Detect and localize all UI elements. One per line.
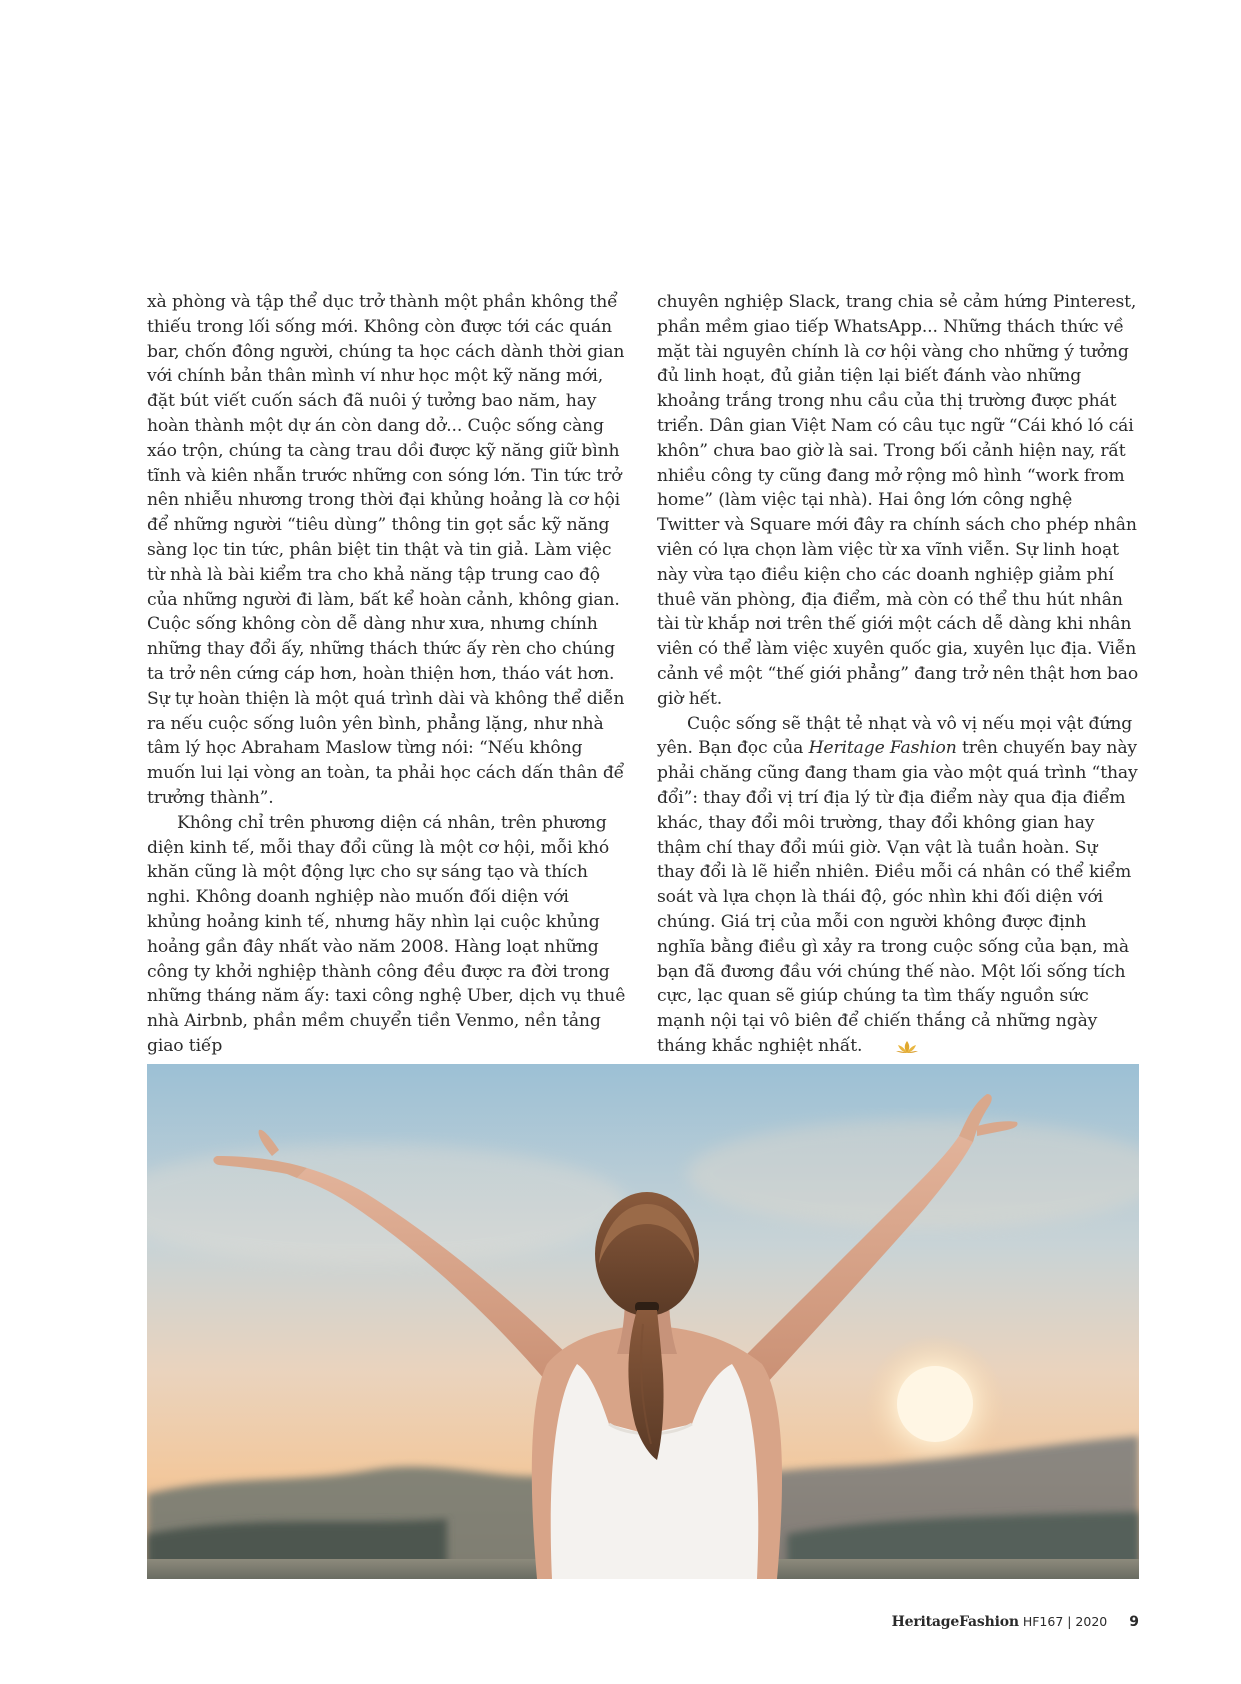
article-column-left: [147, 290, 627, 1059]
lotus-icon: [866, 1037, 918, 1062]
magazine-name: Heritage Fashion: [808, 738, 957, 759]
page-footer: [892, 1614, 1139, 1630]
article-paragraph: chuyên nghiệp Slack, trang chia sẻ cảm hứng Pinterest, phần mềm giao tiếp WhatsApp... Những thách thức về mặt tài nguyên chính là cơ hội vàng cho những ý tưởng đủ linh hoạt, đủ giản tiện lại biết đánh vào những khoảng trắng trong nhu cầu của thị trường được phát triển. Dân gian Việt Nam có câu tục ngữ “Cái khó ló cái khôn” chưa bao giờ là sai. Trong bối cảnh hiện nay, rất nhiều công ty cũng đang mở rộng mô hình “work from home” (làm việc tại nhà). Hai ông lớn công nghệ Twitter và Square mới đây ra chính sách cho phép nhân viên có lựa chọn làm việc từ xa vĩnh viễn. Sự linh hoạt này vừa tạo điều kiện cho các doanh nghiệp giảm phí thuê văn phòng, địa điểm, mà còn có thể thu hút nhân tài từ khắp nơi trên thế giới một cách dễ dàng khi nhân viên có thể làm việc xuyên quốc gia, xuyên lục địa. Viễn cảnh về một “thế giới phẳng” đang trở nên thật hơn bao giờ hết.: [657, 292, 1139, 709]
magazine-brand: HeritageFashion: [891, 1614, 1019, 1630]
paragraph-text: trên chuyến bay này phải chăng cũng đang tham gia vào một quá trình “thay đổi”: thay đổi vị trí địa lý từ địa điểm này qua địa điểm khác, thay đổi môi trường, thay đổi không gian hay thậm chí thay đổi múi giờ. Vạn vật là tuần hoàn. Sự thay đổi là lẽ hiển nhiên. Điều mỗi cá nhân có thể kiểm soát và lựa chọn là thái độ, góc nhìn khi đối diện với chúng. Giá trị của mỗi con người không được định nghĩa bằng điều gì xảy ra trong cuộc sống của bạn, mà bạn đã đương đầu với chúng thế nào. Một lối sống tích cực, lạc quan sẽ giúp chúng ta tìm thấy nguồn sức mạnh nội tại vô biên để chiến thắng cả những ngày tháng khắc nghiệt nhất.: [657, 738, 1138, 1056]
article-paragraph: Không chỉ trên phương diện cá nhân, trên phương diện kinh tế, mỗi thay đổi cũng là một cơ hội, mỗi khó khăn cũng là một động lực cho sự sáng tạo và thích nghi. Không doanh nghiệp nào muốn đối diện với khủng hoảng kinh tế, nhưng hãy nhìn lại cuộc khủng hoảng gần đây nhất vào năm 2008. Hàng loạt những công ty khởi nghiệp thành công đều được ra đời trong những tháng năm ấy: taxi công nghệ Uber, dịch vụ thuê nhà Airbnb, phần mềm chuyển tiền Venmo, nền tảng giao tiếp: [147, 812, 626, 1056]
photo-woman-arms-raised-sunset: [147, 1064, 1139, 1579]
article-paragraph-final: [657, 712, 1139, 1062]
article-column-right: [657, 290, 1139, 1062]
issue-info: HF167 | 2020: [1022, 1614, 1108, 1629]
page-number: 9: [1129, 1614, 1139, 1630]
article-paragraph: xà phòng và tập thể dục trở thành một phần không thể thiếu trong lối sống mới. Không còn được tới các quán bar, chốn đông người, chúng ta học cách dành thời gian với chính bản thân mình ví như học một kỹ năng mới, đặt bút viết cuốn sách đã nuôi ý tưởng bao năm, hay hoàn thành một dự án còn dang dở... Cuộc sống càng xáo trộn, chúng ta càng trau dồi được kỹ năng giữ bình tĩnh và kiên nhẫn trước những con sóng lớn. Tin tức trở nên nhiễu nhương trong thời đại khủng hoảng là cơ hội để những người “tiêu dùng” thông tin gọt sắc kỹ năng sàng lọc tin tức, phân biệt tin thật và tin giả. Làm việc từ nhà là bài kiểm tra cho khả năng tập trung cao độ của những người đi làm, bất kể hoàn cảnh, không gian. Cuộc sống không còn dễ dàng như xưa, nhưng chính những thay đổi ấy, những thách thức ấy rèn cho chúng ta trở nên cứng cáp hơn, hoàn thiện hơn, tháo vát hơn. Sự tự hoàn thiện là một quá trình dài và không thể diễn ra nếu cuộc sống luôn yên bình, phẳng lặng, như nhà tâm lý học Abraham Maslow từng nói: “Nếu không muốn lui lại vòng an toàn, ta phải học cách dấn thân để trưởng thành”.: [147, 292, 625, 808]
paragraph-text: Cuộc sống sẽ thật tẻ nhạt và vô vị nếu mọi vật đứng yên. Bạn đọc của: [657, 713, 1133, 759]
